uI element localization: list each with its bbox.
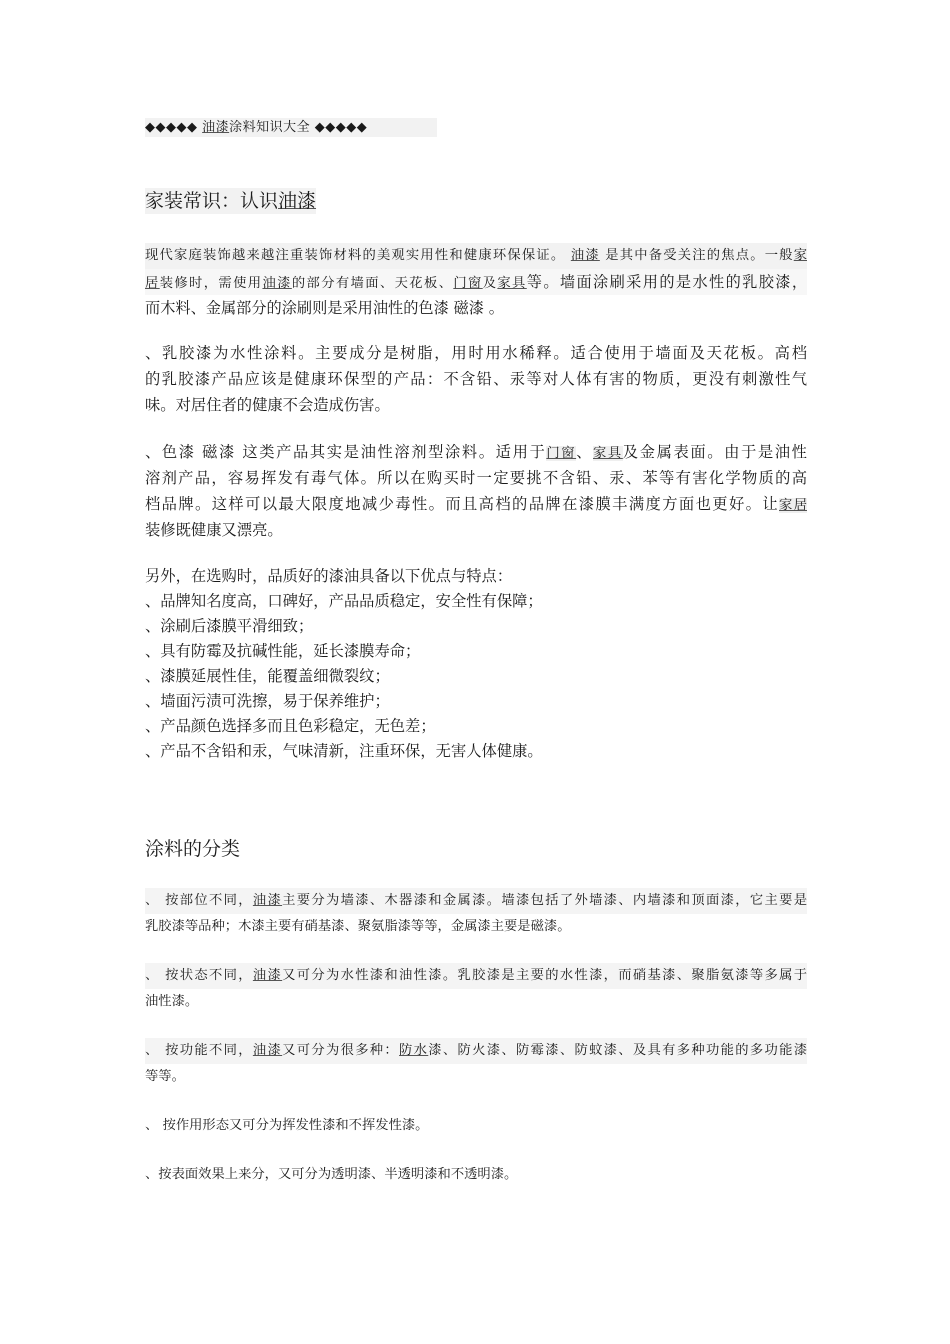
class-text: 又可分为水性漆和油性漆。乳胶漆是主要的水性漆，而硝基漆、聚脂氨漆等多属于 xyxy=(282,968,807,983)
intro-text: 及 xyxy=(482,276,498,291)
list-item: 、品牌知名度高，口碑好，产品品质稳定，安全性有保障； xyxy=(145,592,543,610)
intro-line-2 xyxy=(145,269,807,295)
list-item: 、墙面污渍可洗擦，易于保养维护； xyxy=(145,692,390,710)
color-link-furniture[interactable]: 家具 xyxy=(593,446,623,461)
intro-line-3: 而木料、金属部分的涂刷则是采用油性的色漆 磁漆 。 xyxy=(145,299,504,317)
class2-line-2: 油性漆。 xyxy=(145,994,199,1009)
color-line-2: 溶剂产品，容易挥发有毒气体。所以在购买时一定要挑不含铅、汞、苯等有害化学物质的高 xyxy=(145,469,807,487)
intro-link-furniture[interactable]: 家具 xyxy=(497,276,527,291)
list-item: 、漆膜延展性佳，能覆盖细微裂纹； xyxy=(145,667,390,685)
color-text: 档品牌。这样可以最大限度地减少毒性。而且高档的品牌在漆膜丰满度方面也更好。让 xyxy=(145,495,780,513)
latex-line-3: 味。对居住者的健康不会造成伤害。 xyxy=(145,396,390,414)
class1-line-1 xyxy=(145,888,807,914)
color-line-4: 装修既健康又漂亮。 xyxy=(145,521,283,539)
class-text: 主要分为墙漆、木器漆和金属漆。墙漆包括了外墙漆、内墙漆和顶面漆，它主要是 xyxy=(282,893,807,908)
features-list xyxy=(145,564,807,764)
color-link-home[interactable]: 家居 xyxy=(779,498,807,513)
class3-link-waterproof[interactable]: 防水 xyxy=(399,1043,429,1058)
class3-line-2: 等等。 xyxy=(145,1069,185,1084)
section-heading-classification: 涂料的分类 xyxy=(145,838,241,860)
intro-link-paint[interactable]: 油漆 xyxy=(262,276,292,291)
classification-by-surface xyxy=(145,1162,807,1188)
latex-paint-paragraph xyxy=(145,340,807,418)
class-text: 又可分为很多种： xyxy=(282,1043,400,1058)
banner-prefix: ◆◆◆◆◆ xyxy=(145,120,203,135)
color-text: 、 xyxy=(576,443,594,461)
list-item: 、产品颜色选择多而且色彩稳定，无色差； xyxy=(145,717,436,735)
features-intro: 另外，在选购时，品质好的漆油具备以下优点与特点： xyxy=(145,567,513,585)
intro-text: 的部分有墙面、天花板、 xyxy=(291,276,454,291)
classification-by-location xyxy=(145,888,807,940)
color-text: 及金属表面。由于是油性 xyxy=(622,443,807,461)
class-text: 漆、防火漆、防霉漆、防蚊漆、及具有多种功能的多功能漆 xyxy=(428,1043,807,1058)
classification-by-function xyxy=(145,1038,807,1090)
class2-line-1 xyxy=(145,963,807,989)
banner-link-paint[interactable]: 油漆 xyxy=(202,120,230,135)
classification-by-state xyxy=(145,963,807,1015)
intro-text: 装修时，需使用 xyxy=(159,276,263,291)
latex-line-2: 的乳胶漆产品应该是健康环保型的产品：不含铅、汞等对人体有害的物质，更没有刺激性气 xyxy=(145,370,807,388)
class4-line: 、 按作用形态又可分为挥发性漆和不挥发性漆。 xyxy=(145,1118,429,1133)
intro-text: 等。墙面涂刷采用的是水性的乳胶漆， xyxy=(526,273,807,291)
color-line-3 xyxy=(145,491,807,517)
list-item: 、具有防霉及抗碱性能，延长漆膜寿命； xyxy=(145,642,421,660)
intro-link-home[interactable]: 居 xyxy=(145,276,160,291)
class3-link-paint[interactable]: 油漆 xyxy=(252,1043,283,1058)
intro-link-paint[interactable]: 油漆 xyxy=(570,248,600,263)
heading1-prefix: 家装常识：认识 xyxy=(145,190,279,212)
color-line-1 xyxy=(145,439,807,465)
color-link-doors-windows[interactable]: 门窗 xyxy=(546,446,577,461)
banner-suffix: 涂料知识大全 ◆◆◆◆◆ xyxy=(229,120,368,135)
intro-text: 现代家庭装饰越来越注重装饰材料的美观实用性和健康环保保证。 xyxy=(145,248,571,263)
class-text: 、 按功能不同， xyxy=(145,1043,253,1058)
list-item: 、产品不含铅和汞，气味清新，注重环保，无害人体健康。 xyxy=(145,742,543,760)
class-text: 、 按部位不同， xyxy=(145,893,253,908)
color-text: 、色漆 磁漆 这类产品其实是油性溶剂型涂料。适用于 xyxy=(145,443,547,461)
title-banner xyxy=(145,118,437,137)
class-text: 、 按状态不同， xyxy=(145,968,253,983)
intro-link-home[interactable]: 家 xyxy=(793,248,807,263)
section-heading-know-paint xyxy=(145,188,807,214)
intro-link-doors-windows[interactable]: 门窗 xyxy=(453,276,483,291)
classification-by-form xyxy=(145,1113,807,1139)
heading1-link-paint[interactable]: 油漆 xyxy=(278,190,317,212)
list-item: 、涂刷后漆膜平滑细致； xyxy=(145,617,314,635)
class2-link-paint[interactable]: 油漆 xyxy=(252,968,283,983)
class3-line-1 xyxy=(145,1038,807,1064)
intro-text: 是其中备受关注的焦点。一般 xyxy=(599,248,794,263)
intro-paragraph xyxy=(145,243,807,321)
color-paint-paragraph xyxy=(145,439,807,543)
intro-line-1 xyxy=(145,243,807,269)
class1-link-paint[interactable]: 油漆 xyxy=(252,893,283,908)
class5-line: 、按表面效果上来分，又可分为透明漆、半透明漆和不透明漆。 xyxy=(145,1167,518,1182)
latex-line-1: 、乳胶漆为水性涂料。主要成分是树脂，用时用水稀释。适合使用于墙面及天花板。高档 xyxy=(145,344,807,362)
class1-line-2: 乳胶漆等品种；木漆主要有硝基漆、聚氨脂漆等等，金属漆主要是磁漆。 xyxy=(145,919,571,934)
